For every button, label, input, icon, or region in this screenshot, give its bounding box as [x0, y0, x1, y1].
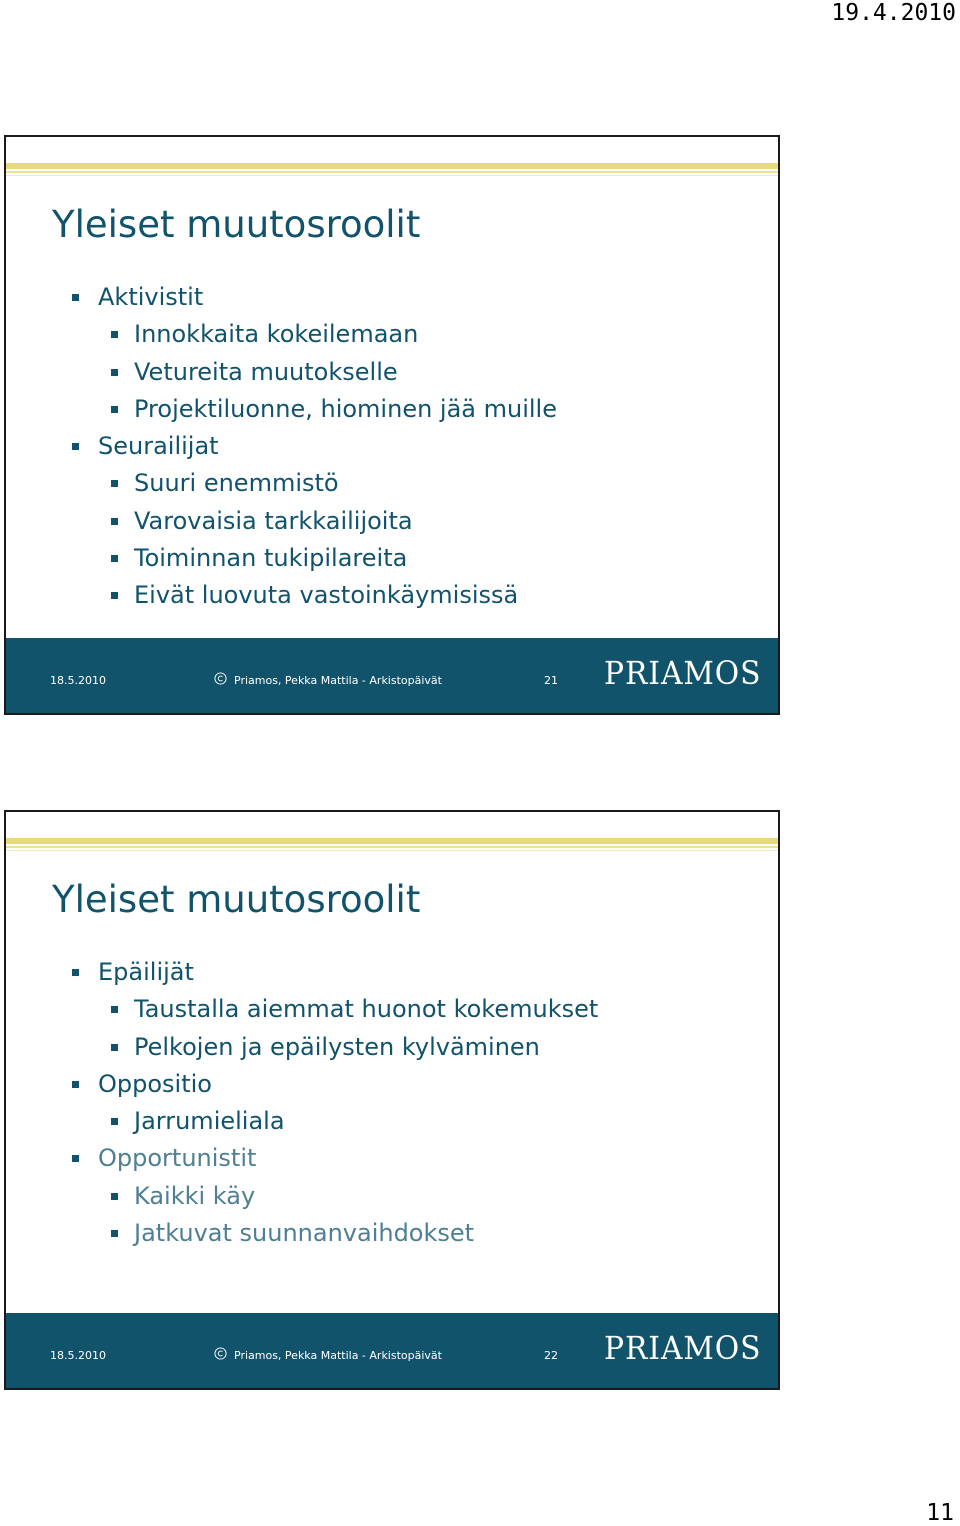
list-item — [70, 465, 557, 502]
list-item-text: Aktivistit — [98, 283, 204, 311]
list-item — [70, 316, 557, 353]
footer-text: Priamos, Pekka Mattila - Arkistopäivät — [234, 674, 442, 687]
page-number: 11 — [926, 1500, 954, 1526]
square-bullet-icon — [111, 518, 118, 525]
list-item — [70, 1215, 598, 1252]
list-item — [70, 540, 557, 577]
square-bullet-icon — [72, 1155, 79, 1162]
square-bullet-icon — [111, 555, 118, 562]
list-item-text: Opportunistit — [98, 1144, 257, 1173]
list-item — [70, 1178, 598, 1215]
list-item — [70, 391, 557, 428]
list-item-text: Eivät luovuta vastoinkäymisissä — [134, 581, 519, 610]
slide-top-stripe — [6, 838, 778, 854]
square-bullet-icon — [111, 369, 118, 376]
list-item-text: Vetureita muutokselle — [134, 357, 398, 386]
list-item-text: Pelkojen ja epäilysten kylväminen — [134, 1032, 540, 1061]
slide-title: Yleiset muutosroolit — [52, 203, 421, 246]
slide-number: 22 — [544, 1349, 558, 1362]
list-item — [70, 354, 557, 391]
list-item-text: Kaikki käy — [134, 1181, 256, 1210]
list-item — [70, 577, 557, 614]
list-item — [70, 954, 598, 991]
square-bullet-icon — [72, 969, 79, 976]
square-bullet-icon — [111, 592, 118, 599]
priamos-logo: PRIAMOS — [604, 1329, 762, 1367]
list-item — [70, 503, 557, 540]
list-item — [70, 1103, 598, 1140]
footer-text: Priamos, Pekka Mattila - Arkistopäivät — [234, 1349, 442, 1362]
square-bullet-icon — [111, 1044, 118, 1051]
list-item-text: Jatkuvat suunnanvaihdokset — [134, 1219, 475, 1248]
list-item-text: Oppositio — [98, 1069, 212, 1098]
list-item — [70, 1029, 598, 1066]
list-item-text: Varovaisia tarkkailijoita — [134, 506, 413, 535]
page-header-date: 19.4.2010 — [831, 0, 956, 26]
slide-footer — [6, 638, 778, 713]
square-bullet-icon — [111, 1230, 118, 1237]
square-bullet-icon — [72, 1081, 79, 1088]
square-bullet-icon — [72, 294, 79, 301]
list-item-text: Jarrumieliala — [134, 1107, 285, 1136]
list-item-text: Taustalla aiemmat huonot kokemukset — [134, 995, 599, 1024]
slide-22 — [4, 810, 780, 1390]
slide-footer — [6, 1313, 778, 1388]
list-item-text: Seurailijat — [98, 432, 219, 461]
slide-top-stripe — [6, 163, 778, 179]
bullet-list — [70, 954, 598, 1252]
list-item-text: Epäilijät — [98, 958, 194, 986]
square-bullet-icon — [111, 480, 118, 487]
list-item — [70, 1066, 598, 1103]
priamos-logo: PRIAMOS — [604, 654, 762, 692]
slide-title: Yleiset muutosroolit — [52, 878, 421, 921]
list-item — [70, 1140, 598, 1177]
list-item-text: Projektiluonne, hiominen jää muille — [134, 394, 557, 423]
list-item — [70, 279, 557, 316]
list-item — [70, 991, 598, 1028]
footer-date: 18.5.2010 — [50, 1349, 106, 1362]
list-item — [70, 428, 557, 465]
footer-date: 18.5.2010 — [50, 674, 106, 687]
square-bullet-icon — [72, 443, 79, 450]
list-item-text: Innokkaita kokeilemaan — [134, 320, 419, 349]
square-bullet-icon — [111, 1006, 118, 1013]
square-bullet-icon — [111, 331, 118, 338]
square-bullet-icon — [111, 1193, 118, 1200]
square-bullet-icon — [111, 1118, 118, 1125]
bullet-list — [70, 279, 557, 615]
square-bullet-icon — [111, 406, 118, 413]
slide-number: 21 — [544, 674, 558, 687]
list-item-text: Toiminnan tukipilareita — [134, 544, 408, 573]
slide-21 — [4, 135, 780, 715]
copyright-icon — [214, 1347, 227, 1360]
copyright-icon — [214, 672, 227, 685]
list-item-text: Suuri enemmistö — [134, 469, 339, 498]
